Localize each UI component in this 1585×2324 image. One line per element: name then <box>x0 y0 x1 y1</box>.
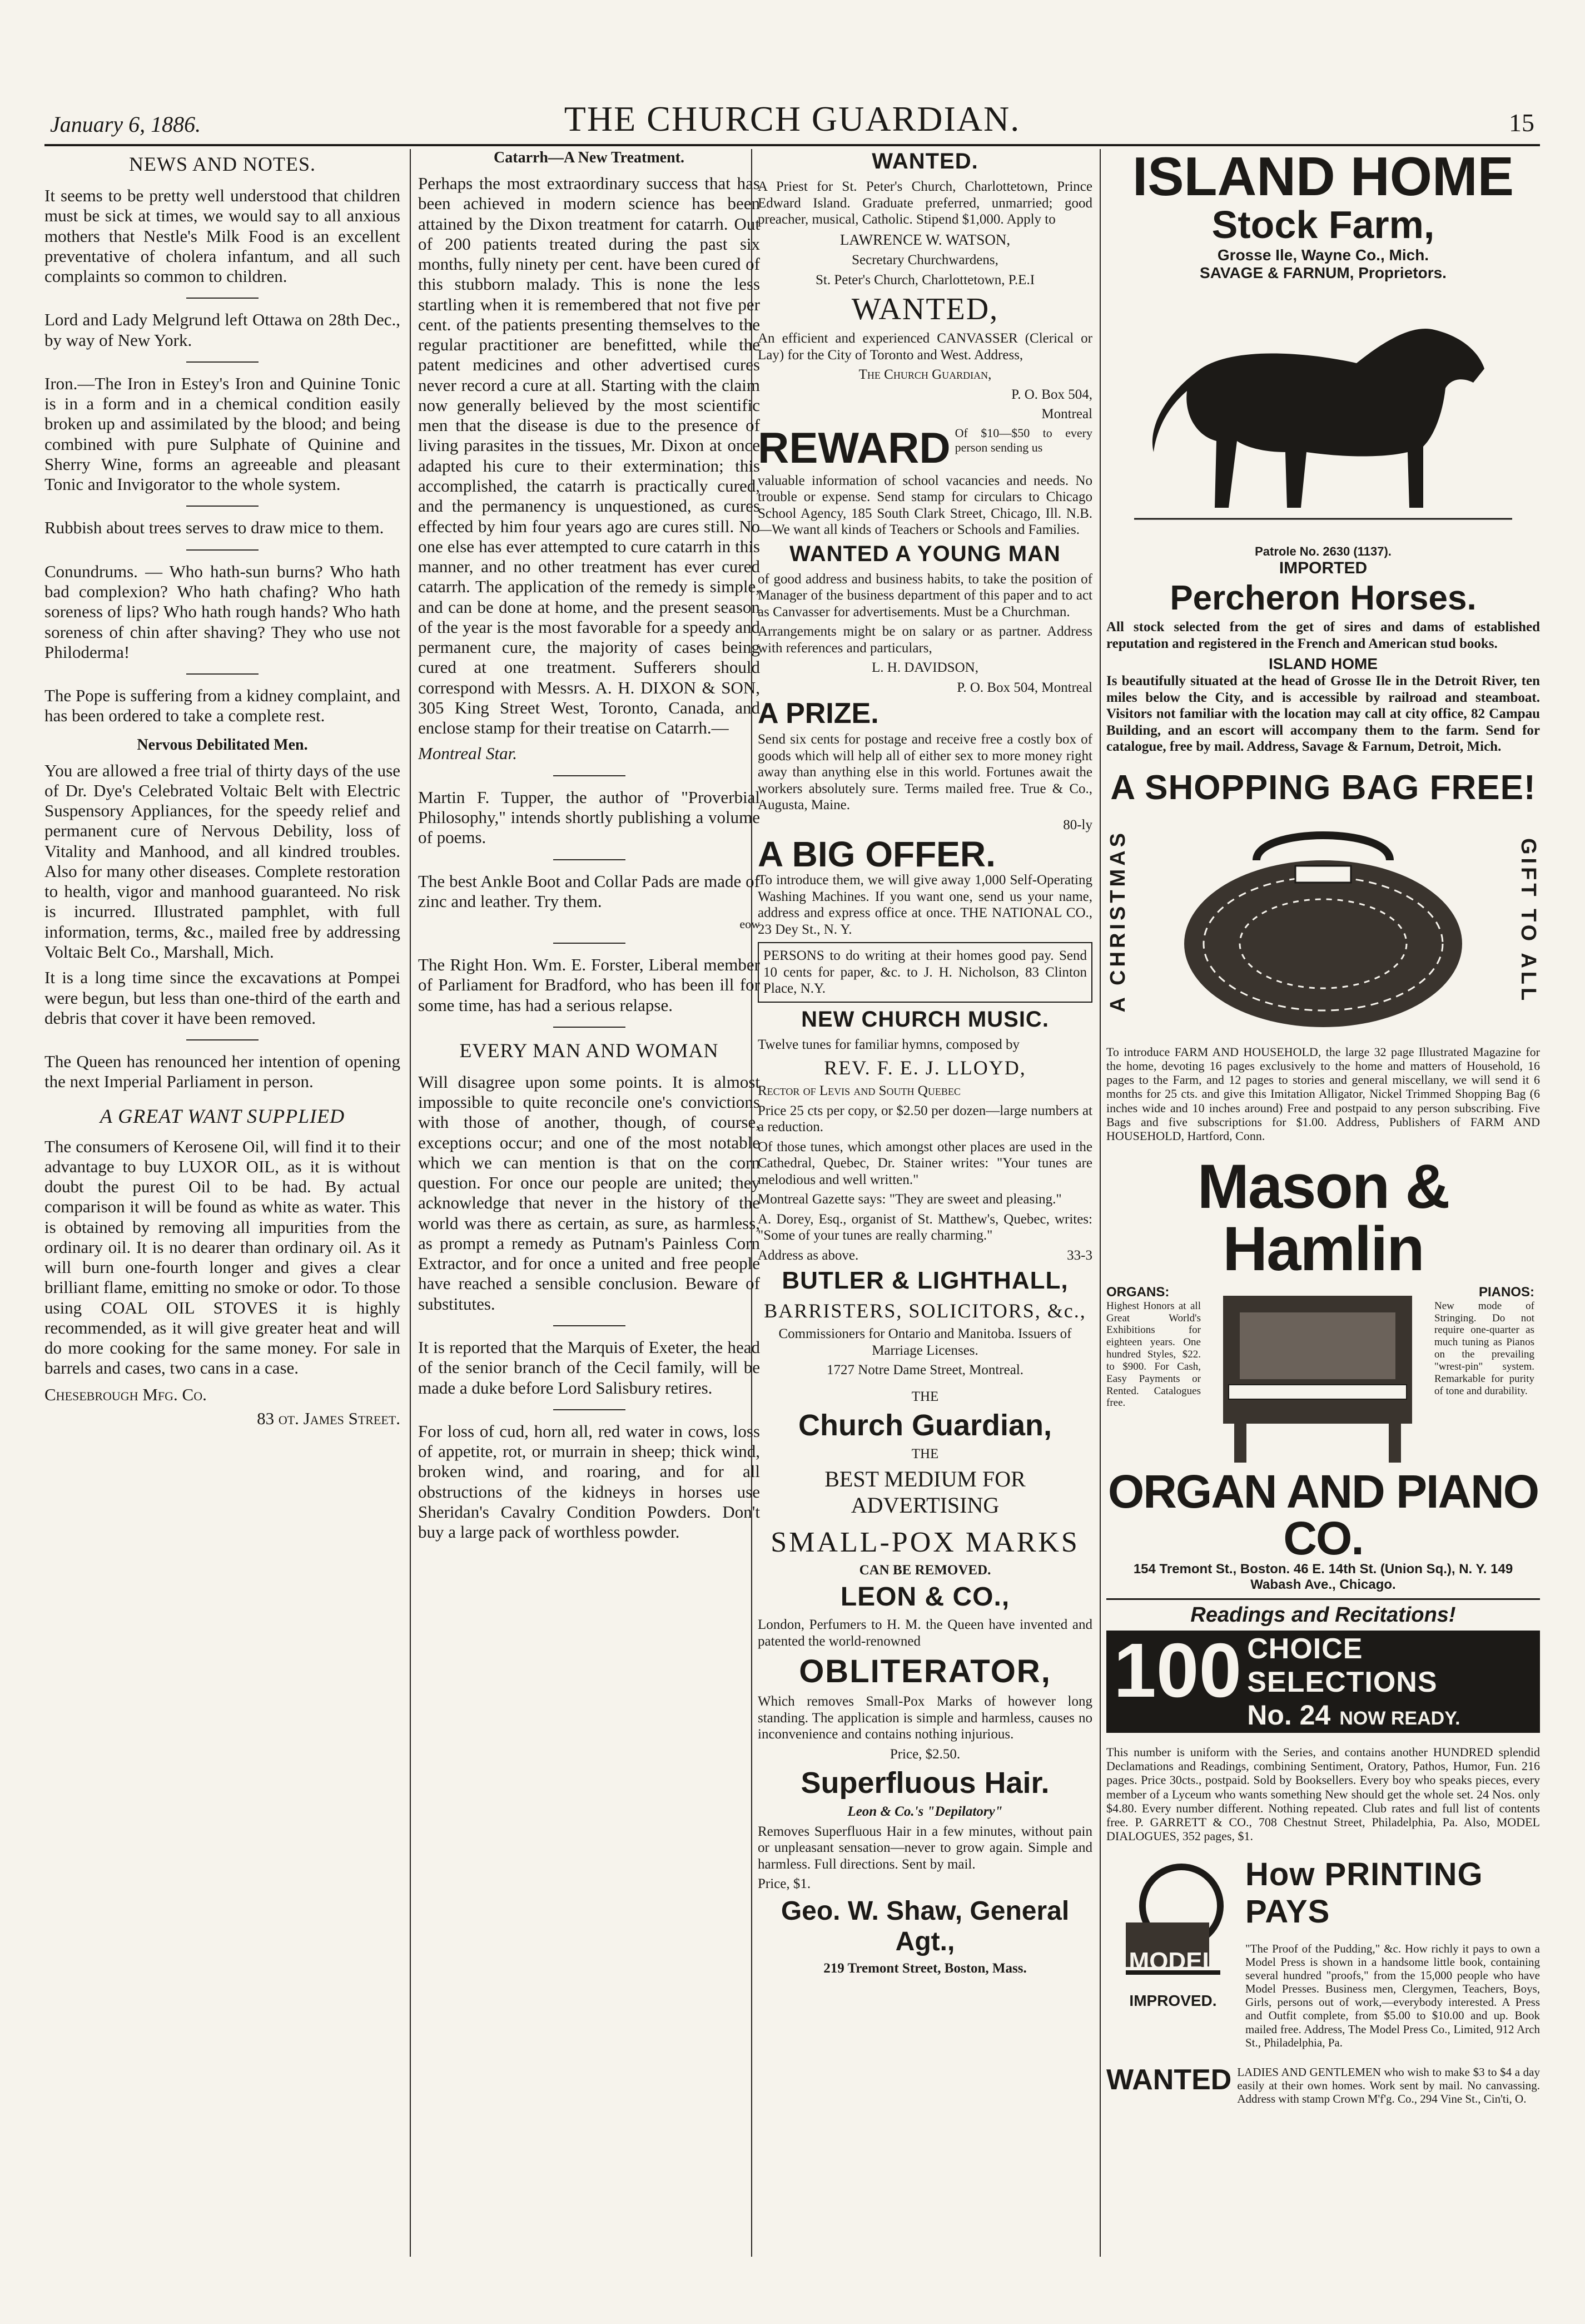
bag-handle <box>1256 835 1390 860</box>
news-item: Iron.—The Iron in Estey's Iron and Quinine Tonic is in a form and in a chemical condition easily broken up and assimilated by the blood; and being combined with pure Sulphate of Quinine and Sherry Wine, forms an agreeable and pleasant Tonic and Invigorator to the whole system. <box>44 373 400 494</box>
signature: Chesebrough Mfg. Co. <box>44 1384 207 1404</box>
choice-selections-banner <box>1106 1627 1540 1733</box>
masthead-date: January 6, 1886. <box>50 112 201 137</box>
ad-text: Removes Superfluous Hair in a few minutes, without pain or unpleasant sensation—never to grow again. Simple and harmless. Full directions. Sent by mail. <box>758 1823 1092 1872</box>
news-item: It seems to be pretty well understood that children must be sick at times, we would say to all anxious mothers that Nestle's Milk Food is an excellent preventative of cholera infantum, and all such complaints so common to children. <box>44 186 400 286</box>
printing-ad <box>1106 1856 1540 2061</box>
ad-price: Price, $2.50. <box>890 1746 961 1762</box>
ad-text: Is beautifully situated at the head of Grosse Ile in the Detroit River, ten miles below the City, and is accessible by railroad and steamboat. Visitors not familiar with the location may call at city office, 82 Campau Building, and an escort will accompany them to the farm. Send for catalogue, free by mail. Address, Savage & Farnum, Detroit, Mich. <box>1106 673 1540 754</box>
separator <box>186 298 259 299</box>
island-patrole: Patrole No. 2630 (1137). <box>1255 544 1392 558</box>
news-item: It is reported that the Marquis of Exeter, the head of the senior branch of the Cecil family, will be made a duke before Lord Salisbury retires. <box>418 1337 760 1398</box>
music-address-row <box>758 1247 1092 1264</box>
news-item: The Pope is suffering from a kidney complaint, and has been ordered to take a complete rest. <box>44 686 400 726</box>
item-subheading: Nervous Debilitated Men. <box>137 736 308 754</box>
guardian-the: THE <box>911 1446 939 1462</box>
separator <box>186 506 259 507</box>
separator <box>186 361 259 363</box>
news-item: Rubbish about trees serves to draw mice to them. <box>44 518 384 538</box>
shopping-heading: A SHOPPING BAG FREE! <box>1110 768 1536 807</box>
readings-heading: Readings and Recitations! <box>1106 1598 1540 1627</box>
reward-heading: REWARD <box>758 423 951 472</box>
news-item: Will disagree upon some points. It is almost impossible to quite reconcile one's convictions with those of another, though, of course, exceptions occur; and one of the most notable which we can mention is that on the corn question. For once our people are united; they acknowledge that never in the history of the world was there as certain, as sure, as harmless, as prompt a remedy as Putnam's Painless Corn Extractor, and for once a united and free people have reached a sensible conclusion. Beware of substitutes. <box>418 1072 760 1314</box>
organs-text: Highest Honors at all Great World's Exhibitions for eighteen years. One hundred Styles, $22. to $900. For Cash, Easy Payments or Rented. Catalogues free. <box>1106 1300 1201 1409</box>
ad-contact: The Church Guardian, <box>858 367 992 383</box>
prize-heading: A PRIZE. <box>758 697 879 730</box>
ad-text: An efficient and experienced CANVASSER (Clerical or Lay) for the City of Toronto and West. Address, <box>758 331 1092 363</box>
shopping-right-vertical: GIFT TO ALL <box>1517 838 1540 1004</box>
separator <box>553 859 625 860</box>
island-home-title: ISLAND HOME <box>1132 149 1514 207</box>
choice-number-row <box>1247 1699 1538 1731</box>
column-news <box>44 149 400 2257</box>
island-imported: IMPORTED <box>1279 559 1368 577</box>
ad-contact: P. O. Box 504, <box>1011 386 1092 402</box>
ad-text: All stock selected from the get of sires and dams of established reputation and registered in the French and American stud books. <box>1106 620 1540 651</box>
island-proprietors: SAVAGE & FARNUM, Proprietors. <box>1200 264 1447 281</box>
ad-text: Twelve tunes for familiar hymns, composed by <box>758 1037 1020 1052</box>
wanted-heading: WANTED <box>1106 2063 1232 2096</box>
news-source: Montreal Star. <box>418 744 517 764</box>
ad-contact: L. H. DAVIDSON, <box>872 660 978 676</box>
ad-text: "The Proof of the Pudding," &c. How richly it pays to own a Model Press is shown in a handsome little book, containing several hundred "proofs," from the 15,000 people who have Model Presses. Business men, Clergymen, Teachers, Boys, Girls, persons out of work,—everybody interested. A Press and Outfit complete, from $5.00 to $10.00 and up. Book mailed free. Address, The Model Press Co., Limited, 912 Arch St., Philadelphia, Pa. <box>1245 1941 1540 2049</box>
ad-code: 80-ly <box>1063 817 1092 833</box>
piano-keys <box>1229 1385 1407 1399</box>
ad-contact: Secretary Churchwardens, <box>852 252 998 268</box>
reward-intro: Of $10—$50 to every person sending us <box>955 425 1092 454</box>
ad-text: Which removes Small-Pox Marks of however long standing. The application is simple and harmless, causes no inconvenience and contains nothing injurious. <box>758 1694 1092 1742</box>
hair-sub: Leon & Co.'s "Depilatory" <box>847 1804 1003 1820</box>
percheron-heading: Percheron Horses. <box>1170 579 1477 617</box>
ad-text: valuable information of school vacancies and needs. No trouble or expense. Send stamp for circulars to Chicago School Agency, 185 South Clark Street, Chicago, Ill. N.B.—We want all kinds of Teachers or Schools and Families. <box>758 473 1092 538</box>
piano-leg <box>1389 1424 1401 1463</box>
separator <box>553 775 625 776</box>
printing-heading: How PRINTING PAYS <box>1245 1856 1483 1930</box>
pianos-label: PIANOS: <box>1478 1284 1534 1300</box>
printing-body <box>1245 1856 1540 2061</box>
separator <box>186 1039 259 1040</box>
news-item: The Queen has renounced her intention of opening the next Imperial Parliament in person. <box>44 1052 400 1092</box>
bag-clasp <box>1295 866 1351 883</box>
ad-price: Price, $1. <box>758 1876 811 1892</box>
music-author: REV. F. E. J. LLOYD, <box>824 1057 1026 1079</box>
news-item: Conundrums. — Who hath-sun burns? Who hath bad complexion? Who hath chafing? Who hath soreness of lips? Who hath rough hands? Who hath soreness of chin after shaving? They who use not Philoderma! <box>44 561 400 662</box>
ad-text: Of those tunes, which amongst other places are used in the Cathedral, Quebec, Dr. Stainer writes: "Your tunes are melodious and well written." <box>758 1139 1092 1187</box>
ad-heading: WANTED, <box>851 292 999 327</box>
bag-body <box>1184 860 1462 1027</box>
column-divider <box>410 149 411 2257</box>
section-heading: EVERY MAN AND WOMAN <box>459 1039 719 1062</box>
leon-heading: LEON & CO., <box>840 1582 1010 1612</box>
ad-text: Montreal Gazette says: "They are sweet and pleasing." <box>758 1192 1062 1207</box>
island-location: Grosse Ile, Wayne Co., Mich. <box>1217 246 1429 264</box>
ad-heading: WANTED. <box>872 149 978 174</box>
mason-hamlin-body <box>1106 1285 1540 1468</box>
reward-ad <box>758 423 1092 472</box>
ad-contact: 1727 Notre Dame Street, Montreal. <box>826 1362 1024 1378</box>
separator <box>186 673 259 675</box>
ad-text: of good address and business habits, to take the position of Manager of the business department of this paper and to act as Canvasser for advertisements. Must be a Churchman. <box>758 571 1092 620</box>
horse-illustration <box>1123 285 1523 541</box>
news-item: The Right Hon. Wm. E. Forster, Liberal member of Parliament for Bradford, who has been ill for some time, has had a serious relapse. <box>418 955 760 1015</box>
organs-label: ORGANS: <box>1106 1284 1170 1300</box>
shopping-left-vertical: A CHRISTMAS <box>1106 830 1130 1013</box>
separator <box>553 1409 625 1410</box>
choice-heading: CHOICE SELECTIONS <box>1247 1632 1438 1698</box>
ad-text: A Priest for St. Peter's Church, Charlottetown, Prince Edward Island. Graduate preferred, unmarried; good preacher, musical, Catholic. Stipend $1,000. Apply to <box>758 179 1092 227</box>
horse-silhouette <box>1152 329 1484 508</box>
ad-code: 33-3 <box>1067 1247 1092 1263</box>
ad-code: eow <box>739 917 760 931</box>
smallpox-heading: SMALL-POX MARKS <box>771 1526 1080 1558</box>
prize-ad <box>758 699 1092 728</box>
page-number: 15 <box>1509 108 1534 137</box>
ad-contact: P. O. Box 504, Montreal <box>957 680 1092 695</box>
hair-heading: Superfluous Hair. <box>801 1766 1050 1800</box>
separator <box>186 549 259 551</box>
butler-sub: BARRISTERS, SOLICITORS, &c., <box>764 1300 1086 1322</box>
smallpox-sub: CAN BE REMOVED. <box>859 1562 991 1578</box>
organ-addresses: 154 Tremont St., Boston. 46 E. 14th St. (Union Sq.), N. Y. 149 Wabash Ave., Chicago. <box>1133 1561 1513 1592</box>
masthead <box>44 97 1540 142</box>
obliterator-heading: OBLITERATOR, <box>799 1653 1051 1690</box>
ad-text: London, Perfumers to H. M. the Queen have invented and patented the world-renowned <box>758 1617 1092 1649</box>
shaw-heading: Geo. W. Shaw, General Agt., <box>781 1896 1070 1956</box>
ad-contact: Montreal <box>1041 407 1092 422</box>
guardian-best: BEST MEDIUM FOR ADVERTISING <box>824 1466 1026 1518</box>
guardian-the: THE <box>911 1389 939 1404</box>
news-item: Lord and Lady Melgrund left Ottawa on 28th Dec., by way of New York. <box>44 310 400 350</box>
item-subheading: Catarrh—A New Treatment. <box>494 149 684 166</box>
guardian-name: Church Guardian, <box>798 1409 1052 1443</box>
pianos-text: New mode of Stringing. Do not require one-quarter as much tuning as Pianos on the prevailing "wrest-pin" system. Remarkable for purity of tone and durability. <box>1434 1300 1534 1397</box>
wanted-ladies-ad <box>1106 2065 1540 2105</box>
news-item: You are allowed a free trial of thirty days of the use of Dr. Dye's Celebrated Voltaic Belt with Electric Suspensory Appliances, for the speedy relief and permanent cure of Nervous Debility, loss of Vitality and Manhood, and all kindred troubles. Also for many other diseases. Complete restoration to health, vigor and manhood guaranteed. No risk is incurred. Illustrated pamphlet, with full information, terms, &c., mailed free by addressing Voltaic Belt Co., Marshall, Mich. <box>44 760 400 962</box>
news-item: The best Ankle Boot and Collar Pads are made of zinc and leather. Try them. <box>418 871 760 911</box>
ad-text: Send six cents for postage and receive free a costly box of goods which will help all of either sex to more money right away than anything else in this world. Fortunes await the workers absolutely sure. Terms mailed free. True & Co., Augusta, Maine. <box>758 732 1092 813</box>
column-articles <box>418 149 760 2257</box>
ad-text: Commissioners for Ontario and Manitoba. Issuers of Marriage Licenses. <box>778 1326 1072 1358</box>
shaw-address: 219 Tremont Street, Boston, Mass. <box>823 1960 1027 1976</box>
choice-right <box>1247 1632 1538 1731</box>
separator <box>553 1027 625 1028</box>
news-item: Perhaps the most extraordinary success that has been achieved in modern science has been attained by the Dixon treatment for catarrh. Out of 200 patients treated during the past six months, fully ninety per cent. have been cured of this stubborn malady. This is none the less startling when it is remembered that not five per cent. of the patients presenting themselves to the regular practitioner are benefitted, while the patent medicines and other advertised cures never record a cure at all. Starting with the claim now generally believed by the most scientific men that the disease is due to the presence of living parasites in the tissues, Mr. Dixon at once adapted his cure to their extermination; this accomplished, the catarrh is practically cured, and the permanency is unquestioned, as cures effected by him four years ago are cures still. No one else has ever attempted to cure catarrh in this manner, and no other treatment has ever cured catarrh. The application of the remedy is simple, and can be done at home, and the present season of the year is the most favorable for a speedy and permanent cure, the majority of cases being cured at one treatment. Sufferers should correspond with Messrs. A. H. DIXON & SON, 305 King Street West, Toronto, Canada, and enclose stamp for their treatise on Catarrh.— <box>418 174 760 738</box>
mason-hamlin-heading: Mason & Hamlin <box>1197 1151 1449 1284</box>
now-ready: NOW READY. <box>1339 1707 1460 1729</box>
model-label: MODEL <box>1129 1947 1218 1975</box>
piano-panel <box>1240 1312 1395 1379</box>
ad-heading: NEW CHURCH MUSIC. <box>801 1007 1049 1032</box>
masthead-title: THE CHURCH GUARDIAN. <box>564 99 1021 138</box>
news-item: For loss of cud, horn all, red water in cows, loss of appetite, rot, or murrain in sheep; thick wind, broken wind, and roaring, and for all obstructions of the kidneys in horses use Sheridan's Cavalry Condition Powders. Don't buy a large pack of worthless powder. <box>418 1421 760 1542</box>
island-home-2: ISLAND HOME <box>1269 655 1378 672</box>
news-item: Martin F. Tupper, the author of "Proverbial Philosophy," intends shortly publishing a volume of poems. <box>418 787 760 848</box>
music-address: Address as above. <box>758 1247 859 1263</box>
ad-contact: LAWRENCE W. WATSON, <box>839 231 1011 248</box>
signature-address: 83 ot. James Street. <box>257 1408 400 1428</box>
number-24: No. 24 <box>1247 1699 1331 1731</box>
big-offer-heading: A BIG OFFER. <box>758 834 996 875</box>
ad-text: This number is uniform with the Series, and contains another HUNDRED splendid Declamations and Readings, combining Sentiment, Oratory, Pathos, Humor, Fun. 216 pages. Price 30cts., postpaid. Sold by Booksellers. Every boy who speaks pieces, every member of a Lyceum who wants something New should get the whole set. 24 Nos. only $4.80. Every number different. Nothing repeated. Club rates and full list of contents free. P. GARRETT & CO., 708 Chestnut Street, Philadelphia, Pa. Also, MODEL DIALOGUES, 352 pages, $1. <box>1106 1745 1540 1844</box>
ad-text: Price 25 cts per copy, or $2.50 per dozen—large numbers at a reduction. <box>758 1103 1092 1135</box>
ad-text: To introduce them, we will give away 1,000 Self-Operating Washing Machines. If you want one, send us your name, address and express office at once. THE NATIONAL CO., 23 Dey St., N. Y. <box>758 873 1092 937</box>
organ-piano-heading: ORGAN AND PIANO CO. <box>1107 1465 1539 1564</box>
section-heading-italic: A GREAT WANT SUPPLIED <box>100 1104 345 1127</box>
news-item: The consumers of Kerosene Oil, will find it to their advantage to buy LUXOR OIL, as it is without doubt the purest Oil to be had. By actual comparison it will be found as white as water. This is obtained by removing all impurities from the ordinary oil. It is no dearer than ordinary oil. As it will burn one-fourth longer and gives a clear brilliant flame, emitting no smoke or odor. To those using COAL OIL STOVES it is highly recommended, as it will give greater heat and will do more cooking for the same money. For sale in barrels and cases, two cans in a case. <box>44 1136 400 1378</box>
column-divider <box>1100 149 1101 2257</box>
piano-illustration <box>1206 1285 1429 1468</box>
ad-text: Arrangements might be on salary or as partner. Address with references and particulars, <box>758 624 1092 656</box>
news-item: It is a long time since the excavations at Pompei were begun, but less than one-third of the earth and debris that cover it have been removed. <box>44 968 400 1028</box>
pianos-block <box>1434 1285 1534 1398</box>
ad-contact: St. Peter's Church, Charlottetown, P.E.I <box>815 272 1035 288</box>
persons-ad: PERSONS to do writing at their homes good pay. Send 10 cents for paper, &c. to J. H. Nicholson, 83 Clinton Place, N.Y. <box>758 942 1092 1003</box>
ad-text: A. Dorey, Esq., organist of St. Matthew's, Quebec, writes: "Some of your tunes are really charming." <box>758 1211 1092 1243</box>
column-display-ads <box>1106 149 1540 2257</box>
masthead-rule <box>44 144 1540 146</box>
section-heading: NEWS AND NOTES. <box>129 153 316 175</box>
piano-leg <box>1234 1424 1246 1463</box>
ad-heading: BUTLER & LIGHTHALL, <box>782 1267 1069 1295</box>
ad-text: LADIES AND GENTLEMEN who wish to make $3 to $4 a day easily at their own homes. Work sent by mail. No canvassing. Address with stamp Crown M'f'g. Co., 294 Vine St., Cin'ti, O. <box>1237 2065 1540 2106</box>
organs-block <box>1106 1285 1201 1410</box>
hundred-number: 100 <box>1114 1627 1242 1713</box>
column-classifieds <box>758 149 1092 2257</box>
music-rector: Rector of Levis and South Quebec <box>758 1083 961 1099</box>
improved-label: IMPROVED. <box>1129 1991 1217 2009</box>
shopping-bag-row <box>1106 810 1540 1033</box>
separator <box>553 943 625 944</box>
ad-text: To introduce FARM AND HOUSEHOLD, the large 32 page Illustrated Magazine for the home, devoting 16 pages exclusively to the home and matters of Household, 16 pages to the Farm, and 12 pages to stories and general miscellany, we will send it 6 months for 25 cts. and give this Imitation Alligator, Nickel Trimmed Shopping Bag (6 inches wide and 10 inches around) Free and postpaid to any person subscribing. Five Bags and five subscriptions for $1.00. Address, Publishers of FARM AND HOUSEHOLD, Hartford, Conn. <box>1106 1044 1540 1143</box>
shopping-bag-illustration <box>1167 810 1479 1033</box>
printing-press-block <box>1106 1856 1240 2010</box>
separator <box>553 1325 625 1326</box>
island-home-sub: Stock Farm, <box>1211 203 1435 246</box>
ad-heading: WANTED A YOUNG MAN <box>789 541 1061 566</box>
